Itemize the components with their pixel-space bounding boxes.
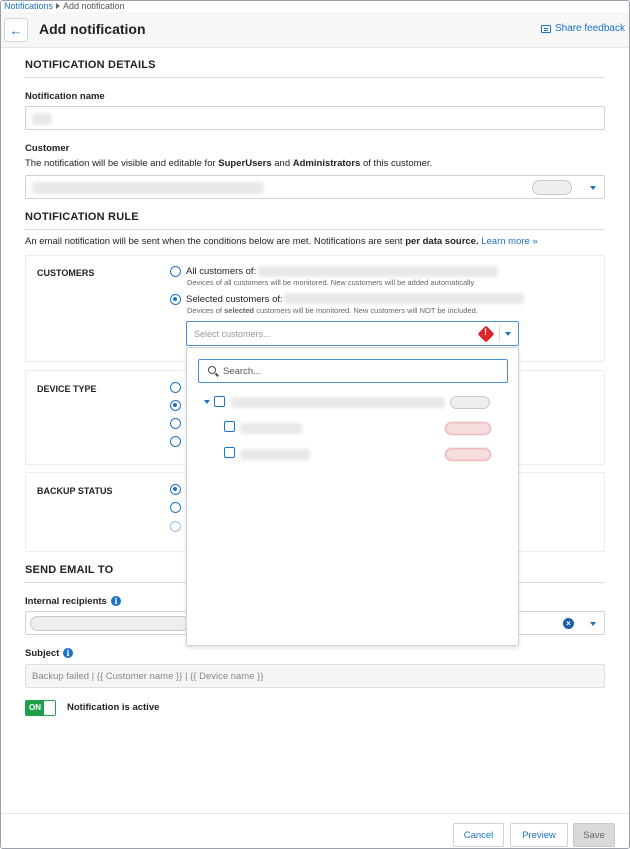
- customer-help-text: The notification will be visible and editable for SuperUsers and Administrators of this customer.: [25, 158, 433, 169]
- breadcrumb: [4, 1, 125, 11]
- notification-name-label: Notification name: [25, 91, 105, 102]
- expand-caret-icon[interactable]: [204, 400, 210, 404]
- redacted-customer-name: [231, 397, 445, 408]
- backup-status-option-2-radio[interactable]: [170, 502, 181, 513]
- redacted-recipient-chip: [30, 616, 190, 631]
- chevron-down-icon[interactable]: [590, 622, 596, 626]
- backup-status-rule-label: BACKUP STATUS: [37, 486, 113, 496]
- customers-search-input[interactable]: [198, 359, 508, 383]
- device-type-rule-label: DEVICE TYPE: [37, 384, 97, 394]
- all-customers-radio[interactable]: [170, 266, 181, 277]
- selected-customers-description: Devices of selected customers will be monitored. New customers will NOT be included.: [187, 306, 478, 315]
- subject-label: Subject: [25, 648, 60, 659]
- redacted-value: [32, 182, 264, 194]
- tree-child-checkbox[interactable]: [224, 421, 235, 432]
- toggle-state-label: ON: [29, 703, 41, 712]
- redacted-status-badge: [445, 448, 491, 461]
- redacted-customer-name: [240, 423, 302, 434]
- device-type-option-2-radio[interactable]: [170, 400, 181, 411]
- notification-details-title: NOTIFICATION DETAILS: [25, 59, 156, 71]
- arrow-left-icon: ←: [9, 22, 23, 38]
- page-footer: [1, 813, 629, 849]
- all-customers-description: Devices of all customers will be monitored. New customers will be added automatically: [187, 278, 475, 287]
- device-type-option-3-radio[interactable]: [170, 418, 181, 429]
- select-divider: [499, 325, 500, 342]
- tree-child-checkbox[interactable]: [224, 447, 235, 458]
- device-type-option-1-radio[interactable]: [170, 382, 181, 393]
- customers-rule-label: CUSTOMERS: [37, 268, 95, 278]
- page-header: [1, 12, 629, 48]
- redacted-badge: [450, 396, 490, 409]
- redacted-value: [258, 266, 498, 277]
- customers-dropdown: [186, 347, 519, 646]
- notification-name-input[interactable]: [25, 106, 605, 130]
- page-title: Add notification: [39, 21, 146, 37]
- redacted-value: [32, 113, 52, 125]
- back-button[interactable]: [4, 18, 28, 42]
- save-button[interactable]: Save: [573, 823, 615, 847]
- info-icon[interactable]: i: [111, 596, 121, 606]
- customer-select[interactable]: [25, 175, 605, 199]
- section-divider: [25, 77, 605, 78]
- redacted-badge: [532, 180, 572, 195]
- select-customers-field[interactable]: [186, 321, 519, 346]
- backup-status-option-3-radio[interactable]: [170, 521, 181, 532]
- active-toggle[interactable]: [25, 700, 56, 716]
- subject-input[interactable]: [25, 664, 605, 688]
- breadcrumb-separator-icon: [56, 3, 60, 9]
- search-placeholder: Search...: [223, 366, 262, 377]
- feedback-icon: [541, 25, 551, 33]
- selected-customers-radio[interactable]: [170, 294, 181, 305]
- rule-description: An email notification will be sent when the conditions below are met. Notifications are sent per data source. Learn more »: [25, 236, 538, 247]
- breadcrumb-notifications-link[interactable]: Notifications: [4, 1, 54, 11]
- search-icon: [208, 366, 216, 374]
- redacted-status-badge: [445, 422, 491, 435]
- chevron-down-icon[interactable]: [590, 186, 596, 190]
- redacted-customer-name: [240, 449, 310, 460]
- select-customers-placeholder: Select customers...: [194, 329, 271, 339]
- cancel-button[interactable]: Cancel: [453, 823, 504, 847]
- share-feedback-label: Share feedback: [554, 23, 625, 34]
- chevron-down-icon[interactable]: [505, 332, 511, 336]
- toggle-knob: [44, 701, 55, 715]
- device-type-option-4-radio[interactable]: [170, 436, 181, 447]
- breadcrumb-current: Add notification: [63, 1, 125, 11]
- all-customers-label: All customers of:: [186, 266, 257, 277]
- info-icon[interactable]: i: [63, 648, 73, 658]
- tree-parent-checkbox[interactable]: [214, 396, 225, 407]
- send-email-title: SEND EMAIL TO: [25, 564, 114, 576]
- learn-more-link[interactable]: Learn more »: [481, 236, 538, 247]
- notification-rule-title: NOTIFICATION RULE: [25, 211, 139, 223]
- selected-customers-label: Selected customers of:: [186, 294, 283, 305]
- section-divider: [25, 229, 605, 230]
- backup-status-option-1-radio[interactable]: [170, 484, 181, 495]
- preview-button[interactable]: Preview: [510, 823, 568, 847]
- warning-mark: !: [484, 327, 487, 337]
- share-feedback-link[interactable]: [541, 23, 625, 34]
- notification-active-label: Notification is active: [67, 702, 160, 713]
- subject-placeholder: Backup failed | {{ Customer name }} | {{ Device name }}: [32, 671, 264, 682]
- internal-recipients-label: Internal recipients: [25, 596, 107, 607]
- customer-label: Customer: [25, 143, 70, 154]
- clear-icon[interactable]: ×: [563, 618, 574, 629]
- redacted-value: [284, 293, 524, 304]
